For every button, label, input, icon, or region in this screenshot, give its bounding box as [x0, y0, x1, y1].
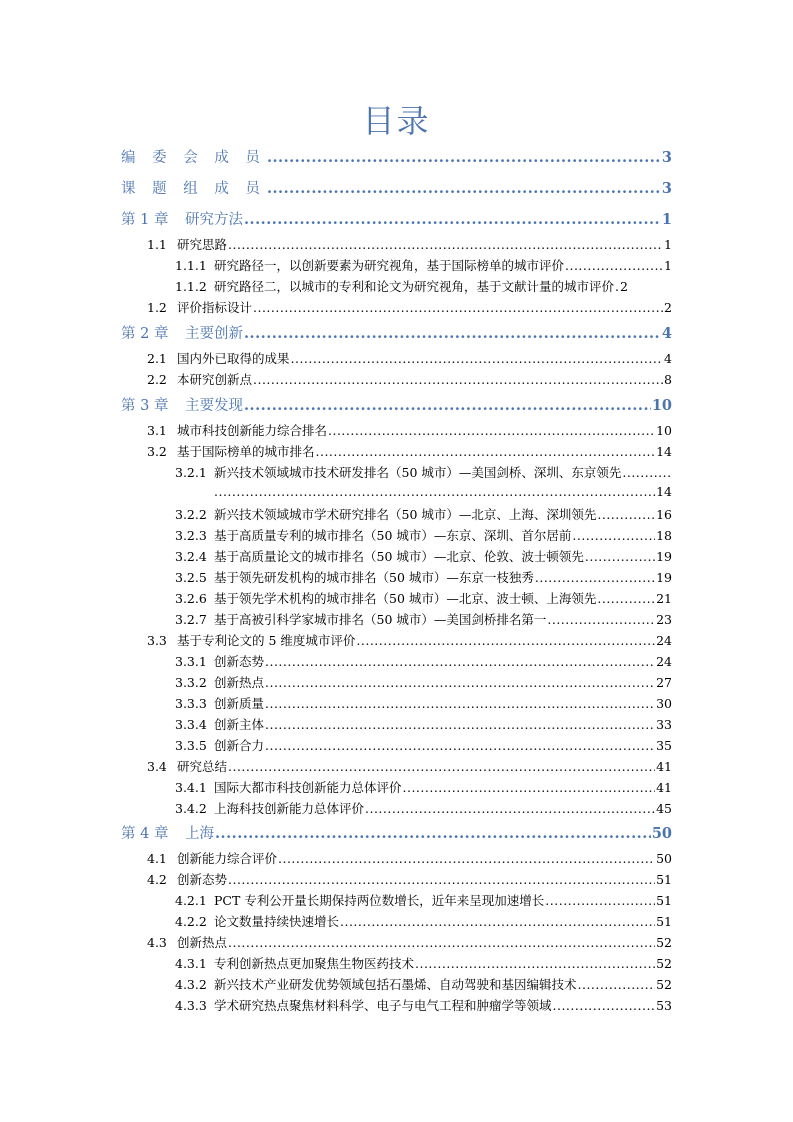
- toc-entry-text: 创新态势: [214, 654, 265, 669]
- toc-subsection-number: 3.2.2: [175, 507, 207, 522]
- toc-page-number: 21: [656, 591, 672, 606]
- toc-entry-text: 学术研究热点聚焦材料科学、电子与电气工程和肿瘤学等领域: [214, 998, 552, 1013]
- toc-page-number: 30: [656, 696, 672, 711]
- toc-entry-text: 创新合力: [214, 738, 265, 753]
- toc-entry-text: PCT 专利公开量长期保持两位数增长，近年来呈现加速增长: [214, 893, 545, 908]
- toc-entry-research-group[interactable]: [121, 177, 672, 199]
- toc-entry-text: 编 委 会 成 员: [121, 150, 266, 166]
- toc-section-4-1[interactable]: [147, 849, 672, 869]
- toc-title: 目录: [362, 102, 431, 140]
- toc-section-number: 3.2: [147, 444, 167, 459]
- toc-subsection-4-3-3[interactable]: [175, 996, 672, 1016]
- toc-entry-text: 国际大都市科技创新能力总体评价: [214, 780, 402, 795]
- toc-page-number: 45: [656, 801, 672, 816]
- toc-section-number: 1.1: [147, 237, 167, 252]
- toc-subsection-3-2-3[interactable]: [175, 526, 672, 546]
- toc-subsection-3-3-2[interactable]: [175, 673, 672, 693]
- toc-subsection-3-2-4[interactable]: [175, 547, 672, 567]
- toc-page-number: 2: [620, 279, 628, 294]
- toc-subsection-4-3-1[interactable]: [175, 954, 672, 974]
- toc-entry-text: 研究思路: [177, 237, 228, 252]
- toc-chapter-number: 第 4 章: [121, 826, 169, 842]
- toc-section-number: 3.4: [147, 759, 167, 774]
- toc-page-number: 2: [664, 300, 672, 315]
- toc-section-number: 1.2: [147, 300, 167, 315]
- toc-subsection-3-2-1-continuation[interactable]: [214, 484, 672, 499]
- toc-entry-text: 创新质量: [214, 696, 265, 711]
- toc-page-number: 1: [664, 258, 672, 273]
- toc-entry-text: 创新热点: [214, 675, 265, 690]
- toc-subsection-number: 3.4.1: [175, 780, 207, 795]
- toc-entry-text: 城市科技创新能力综合排名: [177, 423, 328, 438]
- toc-chapter-number: 第 1 章: [121, 212, 169, 228]
- toc-section-1-1[interactable]: [147, 235, 672, 255]
- toc-subsection-3-2-5[interactable]: [175, 568, 672, 588]
- toc-subsection-3-3-5[interactable]: [175, 736, 672, 756]
- toc-subsection-number: 3.4.2: [175, 801, 207, 816]
- toc-page-number: 51: [656, 914, 672, 929]
- toc-section-3-3[interactable]: [147, 631, 672, 651]
- toc-section-number: 3.1: [147, 423, 167, 438]
- toc-subsection-number: 3.3.2: [175, 675, 207, 690]
- toc-subsection-3-3-1[interactable]: [175, 652, 672, 672]
- toc-subsection-number: 3.2.1: [175, 465, 207, 480]
- toc-section-3-2[interactable]: [147, 442, 672, 462]
- toc-entry-text: 研究方法: [185, 212, 243, 228]
- toc-chapter-4[interactable]: [121, 822, 672, 844]
- toc-chapter-1[interactable]: [121, 208, 672, 230]
- toc-page-number: 53: [656, 998, 672, 1013]
- toc-entry-text: 创新能力综合评价: [177, 851, 278, 866]
- toc-entry-text: 基于高质量论文的城市排名（50 城市）—北京、伦敦、波士顿领先: [214, 549, 584, 564]
- toc-page-number: 8: [664, 372, 672, 387]
- toc-entry-text: 上海科技创新能力总体评价: [214, 801, 365, 816]
- toc-section-number: 4.3: [147, 935, 167, 950]
- toc-entry-text: 主要发现: [185, 398, 243, 414]
- toc-entry-text: 专利创新热点更加聚焦生物医药技术: [214, 956, 415, 971]
- toc-subsection-4-2-1[interactable]: [175, 891, 672, 911]
- toc-section-2-1[interactable]: [147, 349, 672, 369]
- toc-page-number: 52: [656, 935, 672, 950]
- toc-entry-text: 基于高质量专利的城市排名（50 城市）—东京、深圳、首尔居前: [214, 528, 572, 543]
- toc-entry-text: 研究总结: [177, 759, 228, 774]
- toc-page-number: 14: [656, 444, 672, 459]
- toc-section-number: 4.2: [147, 872, 167, 887]
- toc-subsection-number: 4.2.2: [175, 914, 207, 929]
- toc-subsection-3-3-3[interactable]: [175, 694, 672, 714]
- toc-entry-text: 本研究创新点: [177, 372, 253, 387]
- toc-subsection-number: 4.3.3: [175, 998, 207, 1013]
- toc-page-number: 14: [656, 484, 672, 499]
- toc-page-number: 50: [651, 825, 672, 842]
- toc-subsection-3-2-6[interactable]: [175, 589, 672, 609]
- toc-page-number: 24: [656, 633, 672, 648]
- toc-page-number: 10: [651, 397, 672, 414]
- toc-subsection-1-1-1[interactable]: [175, 256, 672, 276]
- toc-page-number: 3: [661, 180, 672, 197]
- toc-entry-text: 基于国际榜单的城市排名: [177, 444, 315, 459]
- toc-subsection-number: 3.3.1: [175, 654, 207, 669]
- toc-entry-text: 基于高被引科学家城市排名（50 城市）—美国剑桥排名第一: [214, 612, 547, 627]
- toc-section-1-2[interactable]: [147, 298, 672, 318]
- toc-subsection-3-4-1[interactable]: [175, 778, 672, 798]
- toc-entry-text: 主要创新: [185, 326, 243, 342]
- toc-subsection-number: 3.2.4: [175, 549, 207, 564]
- toc-page-number: 4: [661, 325, 672, 342]
- toc-entry-text: 新兴技术产业研发优势领域包括石墨烯、自动驾驶和基因编辑技术: [214, 977, 577, 992]
- toc-page-number: 23: [656, 612, 672, 627]
- toc-subsection-number: 3.2.5: [175, 570, 207, 585]
- toc-chapter-2[interactable]: [121, 322, 672, 344]
- toc-entry-text: 创新主体: [214, 717, 265, 732]
- toc-section-number: 2.2: [147, 372, 167, 387]
- toc-subsection-4-3-2[interactable]: [175, 975, 672, 995]
- toc-page-number: 41: [656, 759, 672, 774]
- toc-entry-text: 新兴技术领域城市技术研发排名（50 城市）—美国剑桥、深圳、东京领先: [214, 465, 622, 480]
- toc-page-number: 52: [656, 977, 672, 992]
- toc-subsection-number: 3.3.4: [175, 717, 207, 732]
- toc-page-number: 51: [656, 872, 672, 887]
- toc-subsection-number: 1.1.1: [175, 258, 207, 273]
- toc-section-3-1[interactable]: [147, 421, 672, 441]
- toc-page-number: 3: [661, 149, 672, 166]
- toc-subsection-3-3-4[interactable]: [175, 715, 672, 735]
- toc-subsection-number: 3.2.7: [175, 612, 207, 627]
- toc-entry-text: 创新态势: [177, 872, 228, 887]
- toc-subsection-number: 1.1.2: [175, 279, 207, 294]
- toc-subsection-4-2-2[interactable]: [175, 912, 672, 932]
- toc-page-number: 27: [656, 675, 672, 690]
- toc-page-number: 33: [656, 717, 672, 732]
- toc-entry-text: 论文数量持续快速增长: [214, 914, 340, 929]
- toc-entry-editorial-board[interactable]: [121, 146, 672, 168]
- toc-subsection-number: 3.2.6: [175, 591, 207, 606]
- toc-entry-text: 创新热点: [177, 935, 228, 950]
- toc-entry-text: 上海: [185, 826, 214, 842]
- toc-page-number: 52: [656, 956, 672, 971]
- toc-page-number: 41: [656, 780, 672, 795]
- toc-subsection-number: 3.3.5: [175, 738, 207, 753]
- toc-page-number: 18: [656, 528, 672, 543]
- toc-section-4-3[interactable]: [147, 933, 672, 953]
- toc-subsection-number: 4.2.1: [175, 893, 207, 908]
- toc-section-3-4[interactable]: [147, 757, 672, 777]
- toc-section-number: 4.1: [147, 851, 167, 866]
- toc-section-number: 2.1: [147, 351, 167, 366]
- toc-entry-text: 研究路径一，以创新要素为研究视角，基于国际榜单的城市评价: [214, 258, 565, 273]
- toc-page-number: 4: [664, 351, 672, 366]
- toc-subsection-3-2-2[interactable]: [175, 505, 672, 525]
- toc-section-4-2[interactable]: [147, 870, 672, 890]
- toc-page-number: 24: [656, 654, 672, 669]
- toc-entry-text: 新兴技术领域城市学术研究排名（50 城市）—北京、上海、深圳领先: [214, 507, 597, 522]
- toc-entry-text: 基于领先学术机构的城市排名（50 城市）—北京、波士顿、上海领先: [214, 591, 597, 606]
- toc-section-number: 3.3: [147, 633, 167, 648]
- toc-subsection-1-1-2[interactable]: [175, 277, 672, 297]
- toc-subsection-number: 3.2.3: [175, 528, 207, 543]
- toc-subsection-3-2-1[interactable]: [175, 463, 672, 483]
- toc-page-number: 35: [656, 738, 672, 753]
- toc-chapter-number: 第 2 章: [121, 326, 169, 342]
- toc-page-number: 1: [661, 211, 672, 228]
- toc-subsection-3-4-2[interactable]: [175, 799, 672, 819]
- toc-entry-text: 基于领先研发机构的城市排名（50 城市）—东京一枝独秀: [214, 570, 534, 585]
- toc-page-number: 50: [656, 851, 672, 866]
- toc-subsection-3-2-7[interactable]: [175, 610, 672, 630]
- toc-page-number: 16: [656, 507, 672, 522]
- toc-entry-text: 课 题 组 成 员: [121, 181, 266, 197]
- toc-page-number: 1: [664, 237, 672, 252]
- toc-entry-text: 基于专利论文的 5 维度城市评价: [177, 633, 356, 648]
- toc-page-number: 19: [656, 570, 672, 585]
- toc-subsection-number: 4.3.1: [175, 956, 207, 971]
- toc-subsection-number: 4.3.2: [175, 977, 207, 992]
- toc-entry-text: 国内外已取得的成果: [177, 351, 290, 366]
- toc-page-number: 51: [656, 893, 672, 908]
- toc-page-number: 19: [656, 549, 672, 564]
- toc-chapter-number: 第 3 章: [121, 398, 169, 414]
- toc-section-2-2[interactable]: [147, 370, 672, 390]
- toc-entry-text: 研究路径二，以城市的专利和论文为研究视角，基于文献计量的城市评价: [214, 279, 615, 294]
- toc-page-number: 10: [656, 423, 672, 438]
- toc-chapter-3[interactable]: [121, 394, 672, 416]
- toc-subsection-number: 3.3.3: [175, 696, 207, 711]
- toc-entry-text: 评价指标设计: [177, 300, 253, 315]
